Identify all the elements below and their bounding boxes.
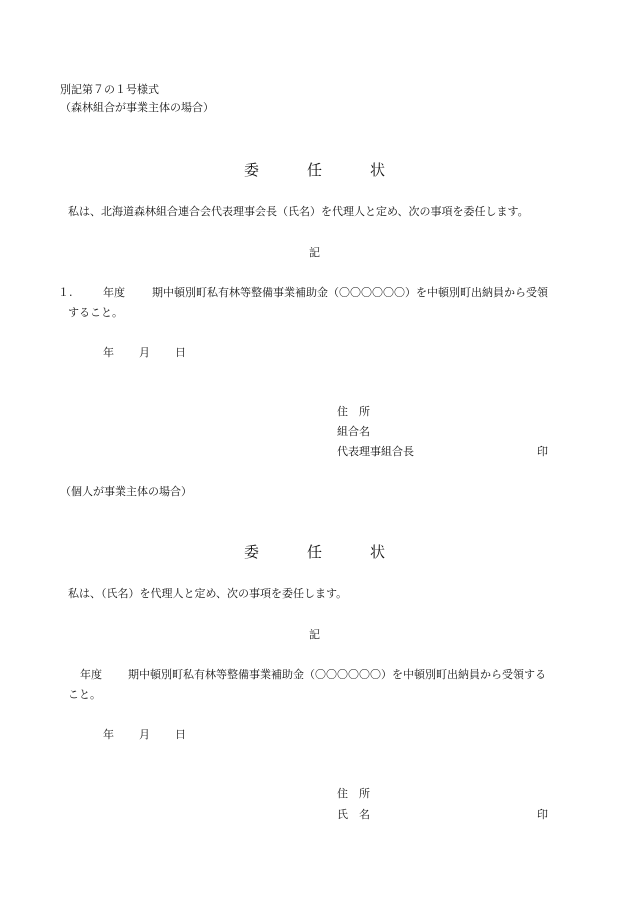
- item-continuation: こと。: [68, 688, 101, 701]
- date-month: 月: [139, 728, 150, 741]
- title-char: 委: [244, 543, 260, 561]
- item-text: 期中頓別町私有林等整備事業補助金（〇〇〇〇〇〇）を中頓別町出納員から受領する: [128, 668, 546, 681]
- date-day: 日: [175, 346, 186, 359]
- ki-label: 記: [309, 628, 320, 641]
- page-title: [0, 163, 630, 183]
- sign-name: 氏 名: [337, 808, 370, 821]
- seal-mark: 印: [537, 445, 548, 458]
- delegation-statement: 私は、北海道森林組合連合会代表理事会長（氏名）を代理人と定め、次の事項を委任します。: [68, 205, 529, 218]
- sign-address: 住 所: [337, 787, 370, 800]
- item-continuation: すること。: [68, 306, 123, 319]
- title-char: 任: [307, 543, 323, 561]
- title-char: 任: [307, 161, 323, 179]
- sign-organization: 組合名: [337, 425, 370, 438]
- item-year: 年度: [80, 668, 102, 681]
- date-day: 日: [175, 728, 186, 741]
- title-char: 状: [370, 161, 386, 179]
- form-number: 別記第７の１号様式: [60, 83, 159, 96]
- date-year: 年: [103, 346, 114, 359]
- date-year: 年: [103, 728, 114, 741]
- item-number: １.: [58, 286, 73, 299]
- case-label-cooperative: （森林組合が事業主体の場合）: [60, 101, 214, 114]
- sign-address: 住 所: [337, 405, 370, 418]
- seal-mark: 印: [537, 808, 548, 821]
- title-char: 委: [244, 161, 260, 179]
- item-text: 期中頓別町私有林等整備事業補助金（〇〇〇〇〇〇）を中頓別町出納員から受領: [152, 286, 548, 299]
- date-month: 月: [139, 346, 150, 359]
- ki-label: 記: [309, 246, 320, 259]
- page-title: [0, 545, 630, 565]
- case-label-individual: （個人が事業主体の場合）: [60, 485, 192, 498]
- item-year: 年度: [103, 286, 125, 299]
- title-char: 状: [370, 543, 386, 561]
- sign-representative: 代表理事組合長: [337, 445, 414, 458]
- delegation-statement: 私は、（氏名）を代理人と定め、次の事項を委任します。: [68, 587, 348, 600]
